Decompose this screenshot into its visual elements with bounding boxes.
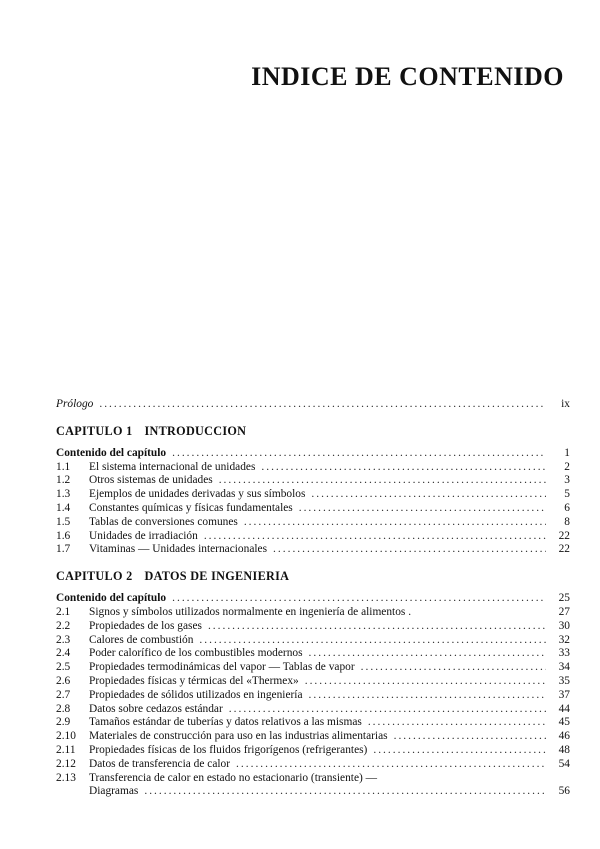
toc-entry[interactable]	[56, 474, 570, 488]
toc-entry-page: 56	[558, 785, 570, 798]
toc-entry-page: 37	[558, 688, 570, 701]
toc-entry-label: Datos de transferencia de calor	[89, 757, 231, 770]
dot-leader	[309, 647, 546, 661]
dot-leader	[172, 592, 546, 606]
toc-entry-label: Propiedades de sólidos utilizados en ingeniería	[89, 688, 303, 701]
toc-entry-number: 2.10	[56, 730, 76, 743]
toc-entry-number: 2.4	[56, 647, 71, 660]
dot-leader	[199, 634, 546, 648]
toc-entry[interactable]	[56, 530, 570, 544]
toc-entry-prologo[interactable]	[56, 398, 570, 412]
toc-entry[interactable]	[56, 758, 570, 772]
toc-entry[interactable]	[56, 488, 570, 502]
dot-leader	[394, 730, 546, 744]
toc-entry-label: Tamaños estándar de tuberías y datos relativos a las mismas	[89, 716, 362, 729]
toc-entry-page: 3	[564, 474, 570, 487]
toc-entry-number: 2.12	[56, 757, 76, 770]
toc-entry[interactable]	[56, 716, 570, 730]
toc-entry-number: 2.8	[56, 702, 71, 715]
toc-entry-number: 2.6	[56, 674, 71, 687]
toc-entry-label: Prólogo	[56, 398, 94, 410]
toc-entry-number: 2.9	[56, 716, 71, 729]
toc-entry[interactable]	[56, 675, 570, 689]
dot-leader	[208, 620, 546, 634]
toc-entry-page: 45	[558, 716, 570, 729]
toc-entry-page: 22	[558, 543, 570, 556]
toc-entry-label: Otros sistemas de unidades	[89, 474, 213, 487]
toc-entry-number: 2.13	[56, 771, 76, 784]
toc-entry-label: Signos y símbolos utilizados normalmente en ingeniería de alimentos .	[89, 605, 412, 618]
toc-entry[interactable]	[56, 689, 570, 703]
toc-entry-page: 8	[564, 515, 570, 528]
toc-entry[interactable]	[56, 516, 570, 530]
toc-entry-label: Transferencia de calor en estado no estacionario (transiente) —	[89, 771, 378, 784]
toc-entry[interactable]	[56, 620, 570, 634]
toc-entry-number: 1.6	[56, 529, 71, 542]
toc-entry[interactable]	[56, 502, 570, 516]
table-of-contents	[56, 398, 570, 811]
toc-entry[interactable]	[56, 461, 570, 475]
dot-leader	[204, 530, 546, 544]
dot-leader	[229, 703, 546, 717]
toc-entry-page: 1	[564, 446, 570, 459]
toc-entry-page: 27	[558, 605, 570, 618]
toc-entry-label: Diagramas	[89, 785, 139, 798]
toc-entry-number: 2.11	[56, 743, 76, 756]
toc-entry-page: 30	[558, 619, 570, 632]
toc-entry-page: 33	[558, 647, 570, 660]
toc-entry-page: 5	[564, 488, 570, 501]
toc-entry-number: 1.5	[56, 515, 71, 528]
toc-entry-continuation[interactable]	[56, 785, 570, 799]
toc-entry-contents[interactable]	[56, 592, 570, 606]
toc-entry-contents[interactable]	[56, 447, 570, 461]
dot-leader	[236, 758, 546, 772]
toc-entry-number: 1.1	[56, 460, 71, 473]
toc-entry-page: 2	[564, 460, 570, 473]
toc-entry-label: Ejemplos de unidades derivadas y sus símbolos	[89, 488, 306, 501]
chapter-1-section	[56, 424, 570, 557]
toc-entry-label: Propiedades físicas y térmicas del «Thermex»	[89, 674, 299, 687]
toc-entry-page: 48	[558, 743, 570, 756]
toc-entry[interactable]	[56, 661, 570, 675]
toc-entry-label: Propiedades de los gases	[89, 619, 202, 632]
toc-entry-number: 2.7	[56, 688, 71, 701]
toc-entry-label: Tablas de conversiones comunes	[89, 515, 238, 528]
toc-entry-page: 46	[558, 730, 570, 743]
toc-entry-label: Materiales de construcción para uso en las industrias alimentarias	[89, 730, 388, 743]
toc-entry[interactable]	[56, 772, 570, 786]
chapter-number: CAPITULO 1	[56, 423, 133, 438]
toc-entry-number: 1.7	[56, 543, 71, 556]
toc-entry-label: Calores de combustión	[89, 633, 194, 646]
dot-leader	[244, 516, 546, 530]
dot-leader	[305, 675, 546, 689]
toc-entry-page: 25	[558, 592, 570, 605]
chapter-name: DATOS DE INGENIERIA	[144, 569, 290, 584]
toc-entry-page: 35	[558, 674, 570, 687]
chapter-2-section	[56, 569, 570, 799]
dot-leader	[172, 447, 546, 461]
page-title: INDICE DE CONTENIDO	[251, 62, 564, 91]
chapter-heading	[56, 569, 570, 584]
dot-leader	[368, 716, 546, 730]
toc-entry-page: 32	[558, 633, 570, 646]
toc-entry-label: Contenido del capítulo	[56, 446, 167, 459]
dot-leader	[144, 785, 546, 799]
dot-leader	[361, 661, 546, 675]
dot-leader	[309, 689, 546, 703]
dot-leader	[373, 744, 546, 758]
toc-entry-label: Propiedades termodinámicas del vapor — Tablas de vapor	[89, 661, 355, 674]
toc-entry-label: Datos sobre cedazos estándar	[89, 702, 223, 715]
toc-entry-label: Vitaminas — Unidades internacionales	[89, 543, 268, 556]
dot-leader	[299, 502, 546, 516]
toc-entry[interactable]	[56, 634, 570, 648]
toc-entry-page: 54	[558, 757, 570, 770]
toc-entry-page: 6	[564, 501, 570, 514]
toc-entry-number: 2.1	[56, 605, 71, 618]
toc-entry-number: 2.3	[56, 633, 71, 646]
chapter-number: CAPITULO 2	[56, 569, 133, 584]
toc-entry[interactable]	[56, 647, 570, 661]
toc-entry-label: Constantes químicas y físicas fundamentales	[89, 501, 293, 514]
toc-entry-page: 44	[558, 702, 570, 715]
dot-leader	[273, 543, 546, 557]
toc-entry[interactable]	[56, 703, 570, 717]
toc-entry-number: 2.2	[56, 619, 71, 632]
dot-leader	[219, 474, 546, 488]
toc-entry[interactable]	[56, 744, 570, 758]
toc-entry-number: 2.5	[56, 661, 71, 674]
dot-leader	[99, 398, 546, 412]
dot-leader	[311, 488, 546, 502]
toc-entry-label: El sistema internacional de unidades	[89, 460, 256, 473]
toc-entry[interactable]	[56, 543, 570, 557]
toc-entry[interactable]	[56, 606, 570, 620]
toc-entry-label: Unidades de irradiación	[89, 529, 198, 542]
toc-entry[interactable]	[56, 730, 570, 744]
toc-entry-label: Poder calorífico de los combustibles modernos	[89, 647, 303, 660]
toc-entry-number: 1.4	[56, 501, 71, 514]
dot-leader	[261, 461, 546, 475]
toc-entry-page: 34	[558, 661, 570, 674]
chapter-heading	[56, 424, 570, 439]
toc-entry-label: Propiedades físicas de los fluidos frigorígenos (refrigerantes)	[89, 743, 368, 756]
chapter-name: INTRODUCCION	[144, 423, 247, 438]
toc-entry-page: ix	[561, 398, 570, 410]
toc-entry-number: 1.3	[56, 488, 71, 501]
toc-entry-number: 1.2	[56, 474, 71, 487]
toc-entry-label: Contenido del capítulo	[56, 592, 167, 605]
toc-entry-page: 22	[558, 529, 570, 542]
